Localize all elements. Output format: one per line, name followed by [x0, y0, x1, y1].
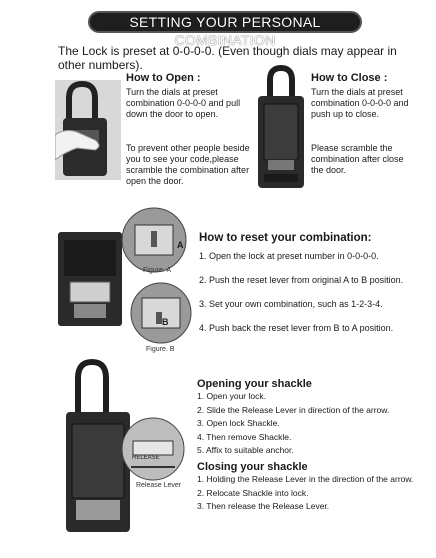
privacy-text: To prevent other people beside you to see your code,please scramble the combination after open the door. — [126, 143, 250, 186]
scramble-text: Please scramble the combination after close the door. — [311, 143, 404, 175]
figure-b-caption: Figure. B — [146, 346, 175, 353]
figure-a-caption: Figure. A — [143, 267, 172, 274]
release-lever-closeup — [121, 417, 185, 481]
closing-title: Closing your shackle — [197, 461, 308, 473]
closing-step-1: 1. Holding the Release Lever in the direction of the arrow. — [197, 474, 414, 484]
opening-step-5: 5. Affix to suitable anchor. — [197, 445, 294, 455]
release-tag: RELEASE — [132, 455, 160, 461]
close-title: How to Close : — [311, 72, 388, 84]
reset-step-1: 1. Open the lock at preset number in 0-0-0-0. — [199, 251, 379, 261]
reset-step-2: 2. Push the reset lever from original A to B position. — [199, 275, 404, 285]
reset-steps — [199, 244, 435, 340]
banner-title: SETTING YOUR PERSONAL COMBINATION — [129, 14, 321, 48]
closed-lock-illustration — [254, 64, 308, 192]
open-text: Turn the dials at preset combination 0-0-0-0 and pull down the door to open. — [126, 87, 241, 119]
intro-text: The Lock is preset at 0-0-0-0. (Even though dials may appear in other numbers). — [58, 44, 397, 72]
reset-step-3: 3. Set your own combination, such as 1-2-3-4. — [199, 299, 383, 309]
close-text: Turn the dials at preset combination 0-0-0-0 and push up to close. — [311, 87, 409, 119]
opening-title: Opening your shackle — [197, 378, 312, 390]
closing-step-3: 3. Then release the Release Lever. — [197, 501, 330, 511]
closing-steps — [197, 473, 433, 514]
closing-step-2: 2. Relocate Shackle into lock. — [197, 487, 309, 498]
opening-step-2: 2. Slide the Release Lever in direction of the arrow. — [197, 404, 390, 415]
label-a: A — [177, 240, 184, 250]
opening-step-1: 1. Open your lock. — [197, 391, 266, 401]
open-title: How to Open : — [126, 72, 201, 84]
reset-lever-closeup-b — [130, 282, 192, 344]
lock-front-illustration — [58, 232, 122, 326]
opening-step-3: 3. Open lock Shackle. — [197, 418, 280, 428]
label-b: B — [162, 317, 169, 327]
reset-step-4: 4. Push back the reset lever from B to A position. — [199, 323, 394, 333]
release-lever-caption: Release Lever — [136, 482, 182, 489]
open-lock-photo — [55, 80, 121, 180]
reset-title: How to reset your combination: — [199, 232, 372, 244]
opening-steps — [197, 390, 433, 458]
opening-step-4: 4. Then remove Shackle. — [197, 431, 292, 442]
section-banner — [88, 11, 362, 48]
